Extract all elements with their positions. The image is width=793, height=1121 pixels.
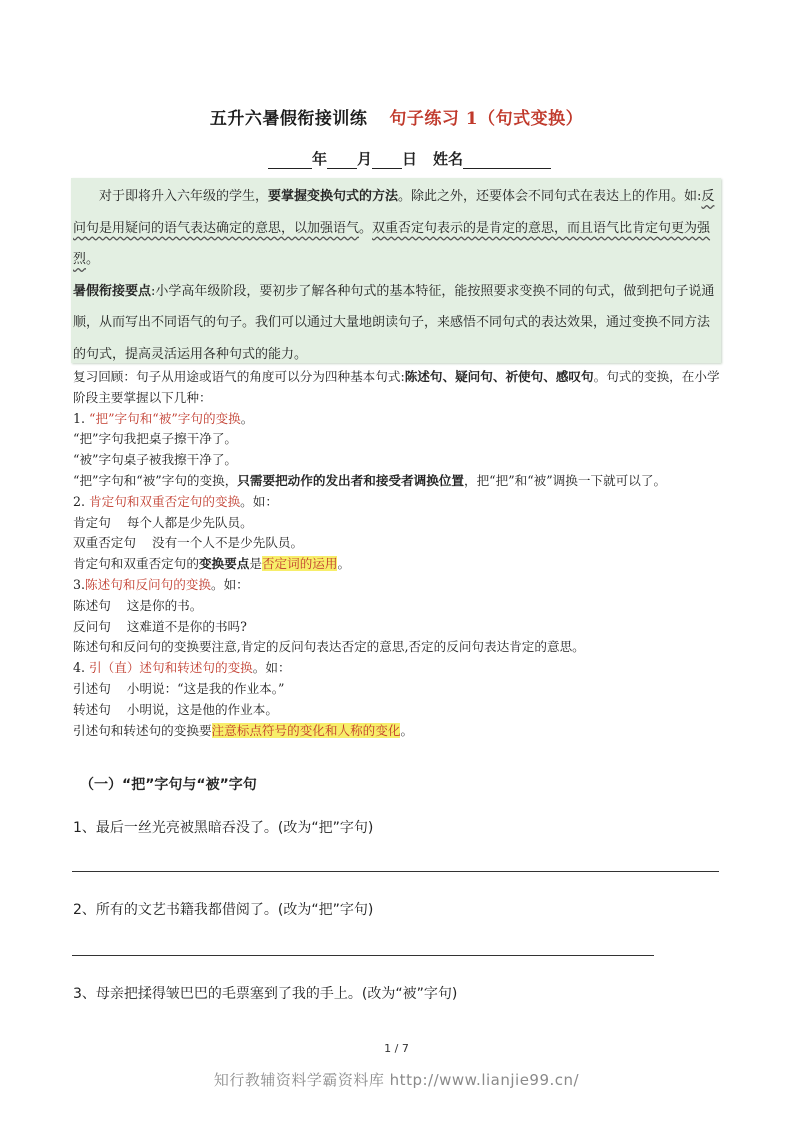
subsection-1-note: “把”字句和“被”字句的变换，只需要把动作的发出者和接受者调换位置，把“把”和“被”调换一下就可以了。 (73, 472, 667, 488)
review-intro: 复习回顾：句子从用途或语气的角度可以分为四种基本句式:陈述句、疑问句、祈使句、感叹句。句式的变换，在小学阶段主要掌握以下几种： (73, 369, 720, 405)
highlight-punctuation: 注意标点符号的变化和人称的变化 (211, 722, 401, 738)
year-blank[interactable] (268, 154, 312, 169)
answer-line-1[interactable] (72, 871, 719, 872)
title-sub: 句子练习 1（句式变换） (389, 109, 584, 129)
question-1: 1、最后一丝光亮被黑暗吞没了。(改为“把”字句) (73, 820, 374, 836)
question-2: 2、所有的文艺书籍我都借阅了。(改为“把”字句) (73, 902, 374, 918)
day-blank[interactable] (372, 154, 402, 169)
example-double-negative: 双重否定句 没有一个人不是少先队员。 (73, 535, 304, 551)
name-label: 姓名 (433, 150, 464, 168)
example-declarative: 陈述句 这是你的书。 (73, 597, 203, 613)
page-number: 1 / 7 (384, 1042, 409, 1055)
example-affirmative: 肯定句 每个人都是少先队员。 (73, 514, 253, 530)
intro-paragraph-1: 对于即将升入六年级的学生，要掌握变换句式的方法。除此之外，还要体会不同句式在表达上的作用。如:反问句是用疑问的语气表达确定的意思，以加强语气。双重否定句表示的是肯定的意思，而且语气比肯定句更为强烈。 (73, 189, 715, 267)
review-section (73, 367, 723, 741)
example-indirect-speech: 转述句 小明说，这是他的作业本。 (73, 701, 278, 717)
subsection-1-heading: 1. “把”字句和“被”字句的变换。 (73, 410, 254, 426)
subsection-3-heading: 3.陈述句和反问句的变换。如： (73, 576, 249, 592)
title-main: 五升六暑假衔接训练 (209, 109, 368, 129)
example-rhetorical: 反问句 这难道不是你的书吗? (73, 618, 247, 634)
name-blank[interactable] (463, 154, 551, 169)
page-title (0, 104, 793, 129)
subsection-2-heading: 2. 肯定句和双重否定句的变换。如： (73, 493, 278, 509)
month-label: 月 (357, 150, 373, 168)
subsection-4-note: 引述句和转述句的变换要注意标点符号的变化和人称的变化。 (73, 722, 414, 738)
subsection-4-heading: 4. 引（直）述句和转述句的变换。如： (73, 660, 291, 676)
date-name-line (268, 148, 551, 169)
key-points-label: 暑假衔接要点 (73, 283, 152, 299)
year-label: 年 (312, 150, 328, 168)
example-bei-sentence: “被”字句桌子被我擦干净了。 (73, 452, 238, 468)
example-direct-speech: 引述句 小明说：“这是我的作业本。” (73, 680, 285, 696)
day-label: 日 (402, 150, 418, 168)
subsection-3-note: 陈述句和反问句的变换要注意,肯定的反问句表达否定的意思,否定的反问句表达肯定的意思。 (73, 639, 585, 655)
month-blank[interactable] (327, 154, 357, 169)
example-ba-sentence: “把”字句我把桌子擦干净了。 (73, 431, 238, 447)
highlight-negation: 否定词的运用 (261, 556, 338, 572)
subsection-2-note: 肯定句和双重否定句的变换要点是否定词的运用。 (73, 556, 351, 572)
intro-paragraph-2: 暑假衔接要点:小学高年级阶段，要初步了解各种句式的基本特征，能按照要求变换不同的句式，做到把句子说通顺，从而写出不同语气的句子。我们可以通过大量地朗读句子，来感悟不同句式的表达效果，通过变换不同方法的句式，提高灵活运用各种句式的能力。 (73, 283, 715, 362)
question-3: 3、母亲把揉得皱巴巴的毛票塞到了我的手上。(改为“被”字句) (73, 986, 458, 1002)
footer-watermark: 知行教辅资料学霸资料库 http://www.lianjie99.cn/ (213, 1071, 580, 1089)
answer-line-2[interactable] (72, 955, 654, 956)
intro-box (71, 178, 721, 363)
section-1-title: （一）“把”字句与“被”字句 (80, 777, 257, 793)
